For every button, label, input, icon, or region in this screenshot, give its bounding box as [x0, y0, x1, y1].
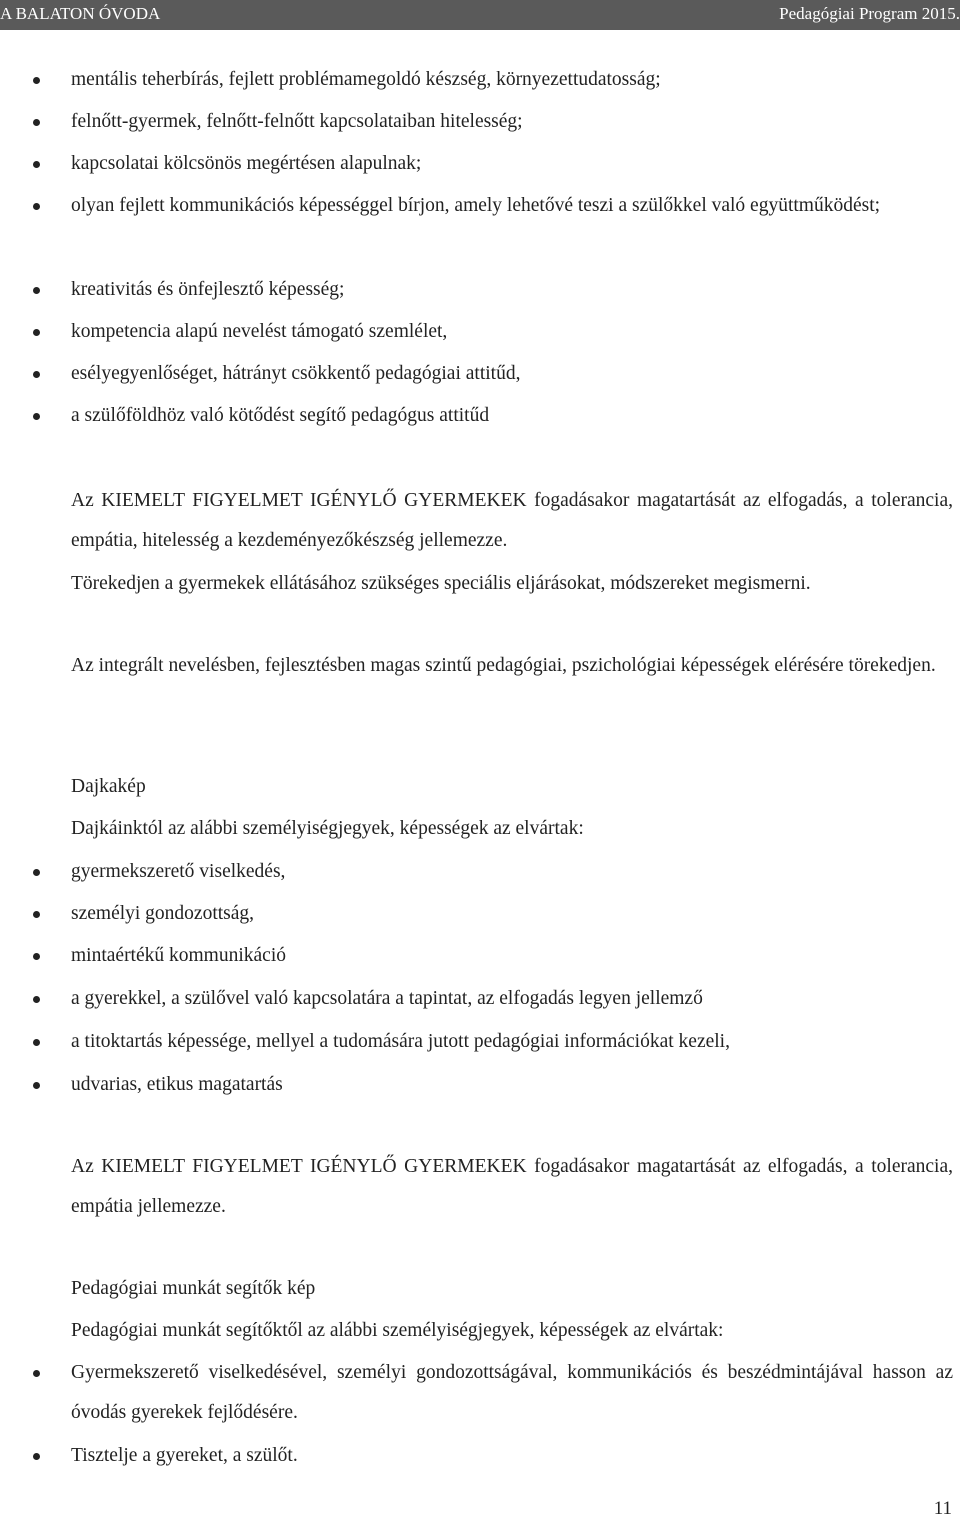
bullet-icon	[33, 119, 40, 126]
list-item: kompetencia alapú nevelést támogató szemlélet,	[71, 312, 953, 352]
bullet-icon	[33, 869, 40, 876]
list-item: a gyerekkel, a szülővel való kapcsolatára a tapintat, az elfogadás legyen jellemző	[71, 979, 953, 1019]
list-item: gyermekszerető viselkedés,	[71, 852, 953, 892]
list-item: udvarias, etikus magatartás	[71, 1065, 953, 1105]
list-item: esélyegyenlőséget, hátrányt csökkentő pedagógiai attitűd,	[71, 354, 953, 394]
paragraph-integralt-neveles: Az integrált nevelésben, fejlesztésben magas szintű pedagógiai, pszichológiai képességek elérésére törekedjen.	[71, 655, 936, 676]
bullet-icon	[33, 1453, 40, 1460]
list-item: a szülőföldhöz való kötődést segítő pedagógus attitűd	[71, 396, 953, 436]
list-item: felnőtt-gyermek, felnőtt-felnőtt kapcsolataiban hitelesség;	[71, 102, 953, 142]
bullet-icon	[33, 413, 40, 420]
paragraph-specialis-eljarasok: Törekedjen a gyermekek ellátásához szükséges speciális eljárásokat, módszereket megismerni.	[71, 573, 811, 594]
bullet-icon	[33, 911, 40, 918]
list-item: kreativitás és önfejlesztő képesség;	[71, 270, 953, 310]
list-item: olyan fejlett kommunikációs képességgel bírjon, amely lehetővé teszi a szülőkkel való együttműködést;	[71, 186, 953, 226]
bullet-icon	[33, 953, 40, 960]
page-number: 11	[933, 1498, 952, 1519]
bullet-icon	[33, 1370, 40, 1377]
section-heading-segitok: Pedagógiai munkát segítők kép	[71, 1278, 316, 1299]
bullet-icon	[33, 1039, 40, 1046]
paragraph-kiemelt-figyelmet: Az KIEMELT FIGYELMET IGÉNYLŐ GYERMEKEK fogadásakor magatartását az elfogadás, a tolerancia, empátia, hitelesség a kezdeményezőkészség jellemezze.	[71, 490, 953, 551]
bullet-icon	[33, 203, 40, 210]
list-item: mentális teherbírás, fejlett problémamegoldó készség, környezettudatosság;	[71, 60, 953, 100]
list-item: a titoktartás képessége, mellyel a tudomására jutott pedagógiai információkat kezeli,	[71, 1022, 953, 1062]
dajka-paragraph-kiemelt: Az KIEMELT FIGYELMET IGÉNYLŐ GYERMEKEK fogadásakor magatartását az elfogadás, a tolerancia, empátia jellemezze.	[71, 1156, 953, 1217]
list-item: Tisztelje a gyereket, a szülőt.	[71, 1436, 953, 1476]
list-item: személyi gondozottság,	[71, 894, 953, 934]
bullet-icon	[33, 996, 40, 1003]
header-program-title: Pedagógiai Program 2015.	[779, 4, 960, 23]
bullet-icon	[33, 287, 40, 294]
section-heading-dajkakep: Dajkakép	[71, 776, 146, 797]
bullet-icon	[33, 329, 40, 336]
header-school-name: A BALATON ÓVODA	[0, 4, 161, 23]
dajka-intro: Dajkáinktól az alábbi személyiségjegyek, képességek az elvártak:	[71, 818, 584, 839]
segito-intro: Pedagógiai munkát segítőktől az alábbi személyiségjegyek, képességek az elvártak:	[71, 1320, 724, 1341]
list-item: kapcsolatai kölcsönös megértésen alapulnak;	[71, 144, 953, 184]
bullet-icon	[33, 371, 40, 378]
list-item: Gyermekszerető viselkedésével, személyi gondozottságával, kommunikációs és beszédmintájával hasson az óvodás gyerekek fejlődésére.	[71, 1353, 953, 1433]
bullet-icon	[33, 161, 40, 168]
list-item: mintaértékű kommunikáció	[71, 936, 953, 976]
bullet-icon	[33, 77, 40, 84]
bullet-icon	[33, 1082, 40, 1089]
